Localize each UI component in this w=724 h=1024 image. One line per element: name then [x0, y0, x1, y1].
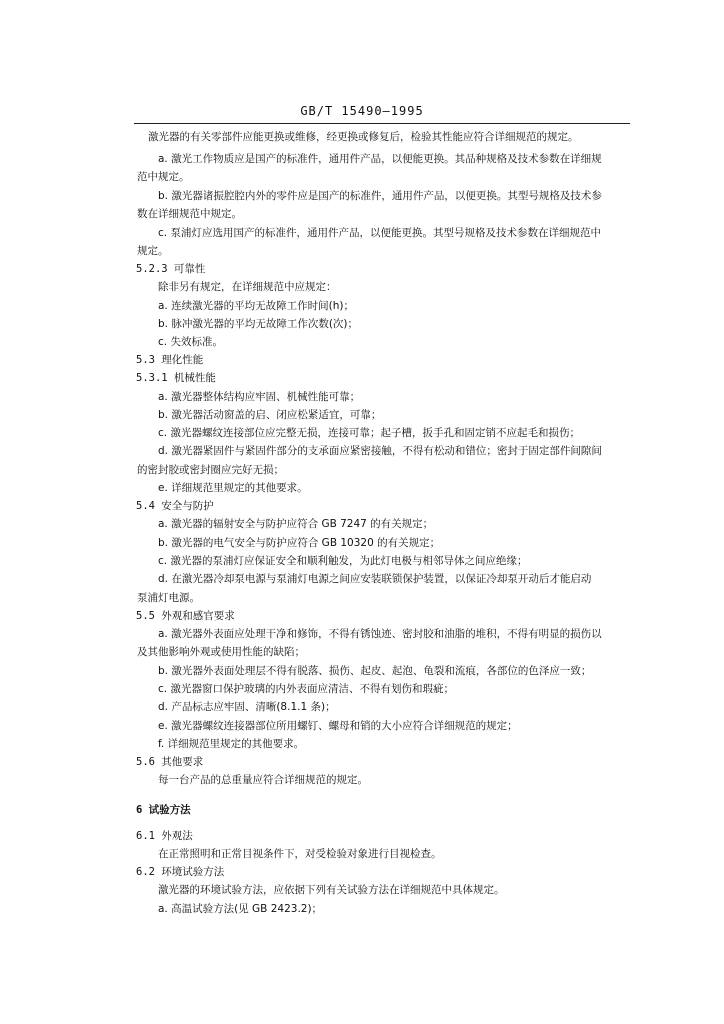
list-item-line: c. 激光器的泵浦灯应保证安全和顺利触发，为此灯电极与相邻导体之间应绝缘；	[158, 555, 528, 567]
section-heading: 5.3.1 机械性能	[136, 372, 216, 384]
paragraph-line: 泵浦灯电源。	[137, 592, 200, 604]
paragraph-line: 每一台产品的总重量应符合详细规范的规定。	[158, 774, 368, 786]
paragraph-line: 的密封胶或密封圈应完好无损；	[137, 464, 284, 476]
list-item-line: b. 激光器活动窗盖的启、闭应松紧适宜，可靠；	[158, 409, 382, 421]
paragraph-line: 数在详细规范中规定。	[137, 208, 242, 220]
list-item-line: d. 激光器紧固件与紧固件部分的支承面应紧密接触，不得有松动和错位；密封于固定部件间隙间	[158, 445, 602, 457]
list-item-line: e. 详细规范里规定的其他要求。	[158, 482, 308, 494]
paragraph-line: 激光器的环境试验方法，应依据下列有关试验方法在详细规范中具体规定。	[158, 884, 505, 896]
paragraph-line: 范中规定。	[137, 171, 190, 183]
section-heading: 6.2 环境试验方法	[136, 866, 225, 878]
list-item-line: c. 激光器螺纹连接部位应完整无损，连接可靠；起子槽，扳手孔和固定销不应起毛和损伤；	[158, 427, 580, 439]
list-item-line: d. 在激光器冷却泵电源与泵浦灯电源之间应安装联锁保护装置，以保证冷却泵开动后才能启动	[158, 573, 592, 585]
standard-number-header: GB/T 15490—1995	[300, 104, 424, 118]
list-item-line: a. 连续激光器的平均无故障工作时间(h)；	[158, 300, 354, 312]
section-heading: 6.1 外观法	[136, 830, 193, 842]
list-item-line: c. 失效标准。	[158, 336, 223, 348]
list-item-line: b. 激光器诸振腔腔内外的零件应是国产的标准件，通用件产品，以便更换。其型号规格及技术参	[158, 190, 602, 202]
list-item-line: a. 激光器的辐射安全与防护应符合 GB 7247 的有关规定；	[158, 518, 434, 530]
paragraph-line: 除非另有规定，在详细规范中应规定：	[158, 281, 337, 293]
list-item-line: d. 产品标志应牢固、清晰(8.1.1 条)；	[158, 701, 336, 713]
list-item-line: a. 激光器整体结构应牢固、机械性能可靠；	[158, 391, 361, 403]
header-rule	[134, 123, 630, 124]
paragraph-line: 及其他影响外观或使用性能的缺陷；	[137, 646, 305, 658]
section-heading: 5.6 其他要求	[136, 756, 204, 768]
list-item-line: b. 激光器外表面处理层不得有脱落、损伤、起皮、起泡、龟裂和流痕，各部位的色泽应一致；	[158, 665, 592, 677]
chapter-heading: 6 试验方法	[136, 804, 191, 816]
section-heading: 5.5 外观和感官要求	[136, 610, 235, 622]
section-heading: 5.3 理化性能	[136, 354, 204, 366]
section-heading: 5.4 安全与防护	[136, 500, 214, 512]
paragraph-line: 激光器的有关零部件应能更换或维修，经更换或修复后，检验其性能应符合详细规范的规定。	[148, 131, 579, 143]
list-item-line: a. 激光工作物质应是国产的标准件，通用件产品，以便能更换。其品种规格及技术参数在详细规	[158, 153, 602, 165]
list-item-line: b. 激光器的电气安全与防护应符合 GB 10320 的有关规定；	[158, 537, 441, 549]
list-item-line: f. 详细规范里规定的其他要求。	[158, 738, 305, 750]
list-item-line: b. 脉冲激光器的平均无故障工作次数(次)；	[158, 318, 359, 330]
list-item-line: a. 高温试验方法(见 GB 2423.2)；	[158, 903, 323, 915]
paragraph-line: 在正常照明和正常目视条件下，对受检验对象进行目视检查。	[158, 848, 442, 860]
paragraph-line: 规定。	[137, 245, 169, 257]
list-item-line: c. 泵浦灯应选用国产的标准件，通用件产品，以便能更换。其型号规格及技术参数在详细规范中	[158, 227, 601, 239]
section-heading: 5.2.3 可靠性	[136, 263, 206, 275]
list-item-line: a. 激光器外表面应处理干净和修饰，不得有锈蚀迹、密封胶和油脂的堆积，不得有明显的损伤以	[158, 628, 602, 640]
list-item-line: c. 激光器窗口保护玻璃的内外表面应清洁、不得有划伤和瑕疵；	[158, 683, 454, 695]
list-item-line: e. 激光器螺纹连接器部位所用螺钉、螺母和销的大小应符合详细规范的规定；	[158, 720, 518, 732]
